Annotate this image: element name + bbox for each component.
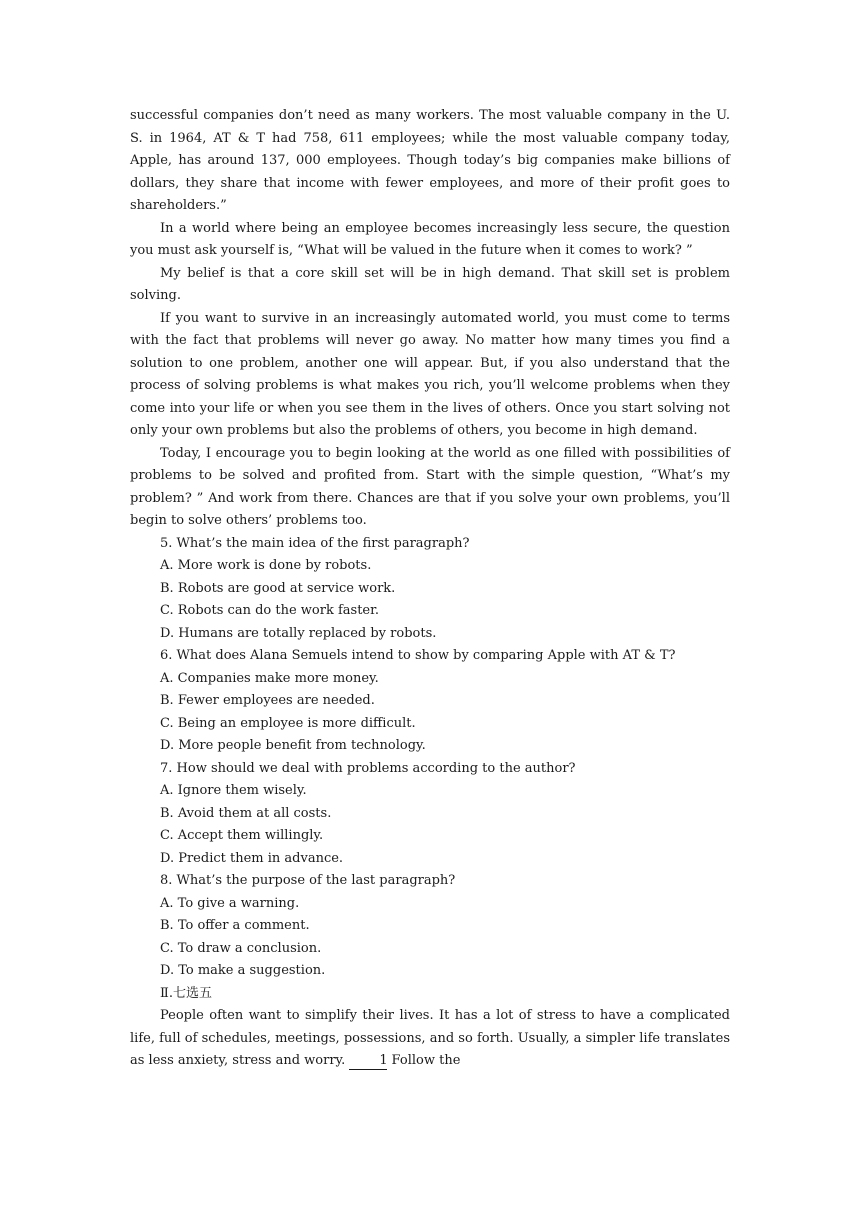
option-d: D. Predict them in advance. [160, 850, 344, 866]
passage-paragraph-1: successful companies don’t need as many workers. The most valuable company in the U. S. in 1964, AT & T had 758, 611 employees; while the most valuable company today, Apple, has around 137, 000 employees. Though today’s big companies make billions of dollars, they share that income with fewer employees, and more of their profit goes to shareholders.” [130, 108, 730, 213]
document-page [130, 105, 730, 1073]
option-d: D. To make a suggestion. [160, 963, 326, 978]
passage-paragraph-5: Today, I encourage you to begin looking at the world as one filled with possibilities of problems to be solved and profited from. Start with the simple question, “What’s my problem? ” And work from there. Chances are that if you solve your own problems, you’ll begin to solve others’ problems too. [130, 445, 730, 528]
option-a: A. Ignore them wisely. [160, 783, 307, 798]
option-d: D. More people benefit from technology. [160, 738, 426, 753]
section-heading: Ⅱ.七选五 [160, 985, 212, 1001]
question-8 [130, 870, 730, 983]
question-7 [130, 758, 730, 871]
text-before-blank: People often want to simplify their lives. It has a lot of stress to have a complicated life, full of schedules, meetings, possessions, and so forth. Usually, a simpler life translates as less anxiety, stress and worry. [130, 1008, 730, 1068]
question-stem: 6. What does Alana Semuels intend to show by comparing Apple with AT & T? [160, 648, 676, 663]
option-c: C. Robots can do the work faster. [160, 603, 380, 618]
passage-paragraph-3: My belief is that a core skill set will be in high demand. That skill set is problem solving. [130, 265, 730, 303]
option-b: B. Robots are good at service work. [160, 580, 396, 596]
answer-blank: 1 [349, 1053, 387, 1070]
option-b: B. Fewer employees are needed. [160, 693, 375, 708]
option-b: B. To offer a comment. [160, 918, 310, 933]
passage-paragraph-4: If you want to survive in an increasingly automated world, you must come to terms with the fact that problems will never go away. No matter how many times you find a solution to one problem, another one will appear. But, if you also understand that the process of solving problems is what makes you rich, you’ll welcome problems when they come into your life or when you see them in the lives of others. Once you start solving not only your own problems but also the problems of others, you become in high demand. [130, 310, 730, 438]
option-a: A. More work is done by robots. [160, 558, 372, 573]
passage-paragraph-2: In a world where being an employee becomes increasingly less secure, the question you must ask yourself is, “What will be valued in the future when it comes to work? ” [130, 220, 730, 258]
option-a: A. To give a warning. [160, 895, 300, 911]
option-b: B. Avoid them at all costs. [160, 805, 332, 821]
option-a: A. Companies make more money. [160, 670, 379, 686]
question-stem: 7. How should we deal with problems according to the author? [160, 760, 576, 776]
option-c: C. Being an employee is more difficult. [160, 715, 416, 731]
question-stem: 5. What’s the main idea of the first paragraph? [160, 535, 470, 551]
option-c: C. To draw a conclusion. [160, 940, 322, 956]
section-2-paragraph [130, 1005, 730, 1073]
question-5 [130, 533, 730, 646]
question-stem: 8. What’s the purpose of the last paragraph? [160, 873, 456, 888]
option-c: C. Accept them willingly. [160, 828, 324, 843]
text-after-blank: Follow the [387, 1053, 461, 1068]
option-d: D. Humans are totally replaced by robots. [160, 625, 437, 641]
question-6 [130, 645, 730, 758]
